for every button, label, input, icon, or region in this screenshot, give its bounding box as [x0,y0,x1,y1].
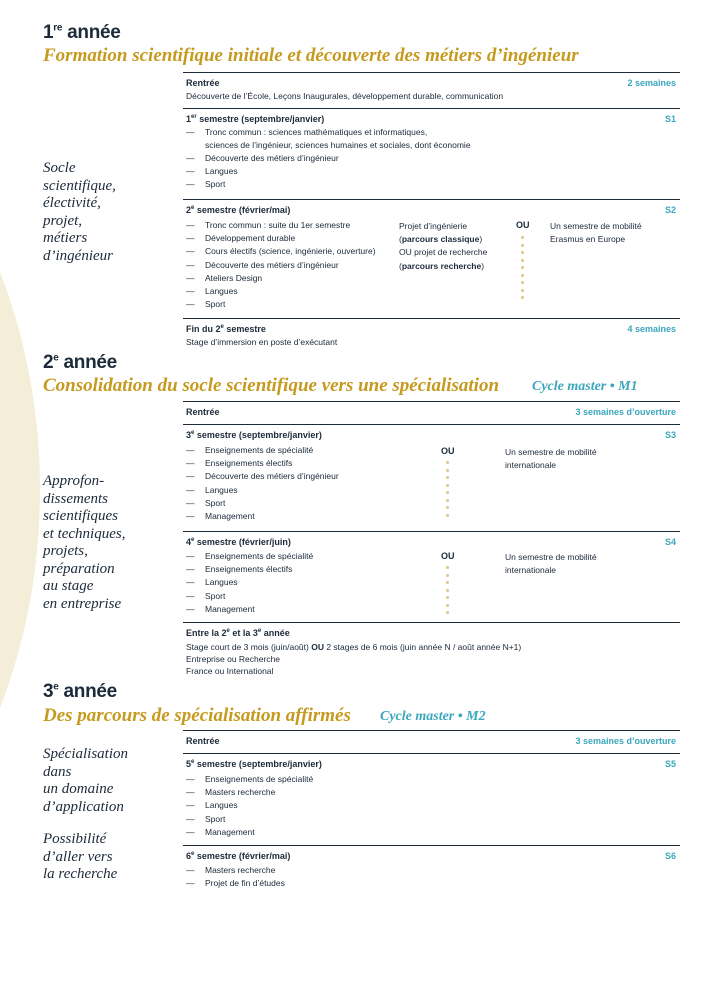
mobility-option [505,551,597,577]
semester-3-code: S3 [664,430,676,440]
list-item: — Langues [186,484,339,497]
year-1-side-text: Socle scientifique, électivité, projet, métiers d’ingénieur [43,160,116,264]
semester-1-list-2 [186,152,339,192]
project-option: (parcours classique) [399,234,483,245]
semester-4-title: 4e semestre (février/juin) [186,537,291,547]
list-item: — Langues [186,576,313,589]
list-item-continuation: sciences de l’ingénieur, sciences humaines et sociales, dont économie [205,140,471,150]
dotted-separator [446,461,449,521]
mobility-option [505,446,597,472]
background-curve [0,0,40,990]
list-item: — Tronc commun : sciences mathématiques et informatiques, [186,126,427,139]
semester-1-list [186,126,427,139]
ou-label: OU [516,220,530,230]
year-1-end-duration: 4 semaines [627,324,676,334]
year-1-title: 1re année [43,22,121,43]
mobility-line: Un semestre de mobilité [550,221,642,231]
semester-3-title: 3e semestre (septembre/janvier) [186,430,322,440]
divider [183,72,680,73]
project-option: OU projet de recherche [399,247,488,258]
mobility-line: Un semestre de mobilité [505,552,597,562]
year-3-rentree-title: Rentrée [186,736,220,746]
list-item: — Sport [186,298,376,311]
year-2-title: 2e année [43,352,117,373]
list-item: — Projet de fin d’études [186,877,285,890]
list-item: — Cours électifs (science, ingénierie, ouverture) [186,245,376,258]
year-3-rentree-duration: 3 semaines d’ouverture [575,736,676,746]
year-3-side-text-2: Possibilité d’aller vers la recherche [43,831,118,882]
year-3-title: 3e année [43,681,117,702]
semester-1-title: 1er semestre (septembre/janvier) [186,114,325,124]
semester-2-code: S2 [664,205,676,215]
semester-4-list [186,550,313,616]
list-item: — Enseignements de spécialité [186,550,313,563]
list-item: — Découverte des métiers d’ingénieur [186,152,339,165]
list-item: — Masters recherche [186,864,285,877]
list-item: — Masters recherche [186,786,313,799]
list-item: — Sport [186,178,339,191]
semester-1-code: S1 [664,114,676,124]
semester-2-title: 2e semestre (février/mai) [186,205,291,215]
divider [183,108,680,109]
year-2-side-text: Approfon- dissements scientifiques et techniques, projets, préparation au stage en entreprise [43,473,126,612]
divider [183,753,680,754]
divider [183,318,680,319]
list-item: — Sport [186,497,339,510]
list-item: — Tronc commun : suite du 1er semestre [186,219,376,232]
semester-2-list [186,219,376,311]
dotted-separator [521,236,524,304]
semester-5-title: 5e semestre (septembre/janvier) [186,759,322,769]
year-3-side-text: Spécialisation dans un domaine d’application [43,746,128,815]
divider [183,424,680,425]
list-item: — Langues [186,799,313,812]
year-2-cycle: Cycle master • M1 [532,379,638,394]
list-item: — Enseignements électifs [186,563,313,576]
mobility-line: internationale [505,565,557,576]
semester-4-code: S4 [664,537,676,547]
list-item: — Langues [186,165,339,178]
list-item: — Sport [186,813,313,826]
project-options [399,220,487,273]
internship-line: Entreprise ou Recherche [186,654,281,664]
project-option: (parcours recherche) [399,260,485,271]
year-1-end-text: Stage d’immersion en poste d’exécutant [186,337,338,347]
divider [183,622,680,623]
ou-label: OU [441,446,455,456]
internship-line: France ou International [186,666,274,676]
semester-5-code: S5 [664,759,676,769]
list-item: — Management [186,510,339,523]
internship-line: Stage court de 3 mois (juin/août) OU 2 stages de 6 mois (juin année N / août année N+1) [186,642,522,652]
divider [183,401,680,402]
year-1-rentree-text: Découverte de l’École, Leçons Inaugurales, développement durable, communication [186,91,504,101]
semester-6-title: 6e semestre (février/mai) [186,851,291,861]
year-1-end-title: Fin du 2e semestre [186,324,266,334]
semester-6-list [186,864,285,890]
internship-title: Entre la 2e et la 3e année [186,628,290,638]
list-item: — Sport [186,590,313,603]
list-item: — Langues [186,285,376,298]
list-item: — Management [186,826,313,839]
mobility-line: Erasmus en Europe [550,234,626,245]
list-item: — Enseignements de spécialité [186,773,313,786]
year-1-rentree-title: Rentrée [186,78,220,88]
year-2-rentree-title: Rentrée [186,407,220,417]
list-item: — Ateliers Design [186,272,376,285]
divider [183,531,680,532]
semester-5-list [186,773,313,839]
semester-6-code: S6 [664,851,676,861]
dotted-separator [446,566,449,619]
year-3-subtitle: Des parcours de spécialisation affirmés [43,705,351,726]
divider [183,730,680,731]
divider [183,845,680,846]
list-item: — Management [186,603,313,616]
year-1-subtitle: Formation scientifique initiale et découverte des métiers d’ingénieur [43,45,579,66]
divider [183,199,680,200]
project-option: Projet d’ingénierie [399,221,468,231]
mobility-line: internationale [505,460,557,471]
mobility-option [550,220,642,246]
year-3-cycle: Cycle master • M2 [380,709,486,724]
mobility-line: Un semestre de mobilité [505,447,597,457]
list-item: — Développement durable [186,232,376,245]
list-item: — Enseignements électifs [186,457,339,470]
internship-text [186,641,521,677]
year-1-rentree-duration: 2 semaines [627,78,676,88]
year-2-subtitle: Consolidation du socle scientifique vers une spécialisation [43,375,500,396]
list-item: — Enseignements de spécialité [186,444,339,457]
year-2-rentree-duration: 3 semaines d’ouverture [575,407,676,417]
semester-3-list [186,444,339,523]
list-item: — Découverte des métiers d’ingénieur [186,470,339,483]
list-item: — Découverte des métiers d’ingénieur [186,259,376,272]
ou-label: OU [441,551,455,561]
